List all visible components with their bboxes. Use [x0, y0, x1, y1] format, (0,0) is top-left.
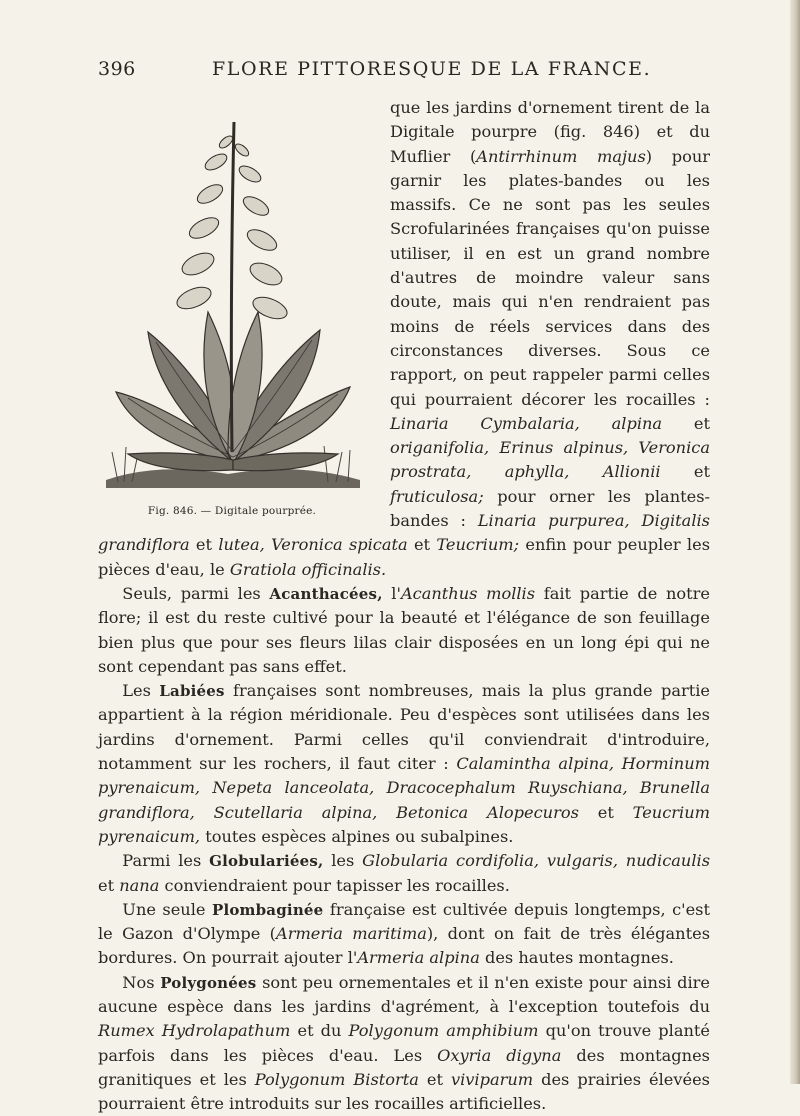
page-header — [98, 58, 708, 88]
paragraph-acanthacees: Seuls, parmi les Acanthacées, l'Acanthus mollis fait partie de notre flore; il est du reste cultivé pour la beauté et l'élégance de son feuillage bien plus que pour ses fleurs lilas clair disposées en un long épi qui ne sont cependant pas sans effet. — [98, 583, 710, 676]
running-title: FLORE PITTORESQUE DE LA FRANCE. — [212, 58, 652, 80]
paragraph-plombaginee: Une seule Plombaginée française est cultivée depuis longtemps, c'est le Gazon d'Olympe (Armeria maritima), dont on fait de très élégantes bordures. On pourrait ajouter l'Armeria alpina des hautes montagnes. — [98, 899, 710, 968]
page-edge-shadow — [790, 0, 800, 1084]
ground-shading — [106, 469, 360, 488]
figure-846 — [98, 102, 376, 520]
paragraph-globulariees: Parmi les Globulariées, les Globularia cordifolia, vulgaris, nudicaulis et nana conviendraient pour tapisser les rocailles. — [98, 851, 711, 895]
body-text — [98, 96, 710, 1116]
page-number: 396 — [98, 58, 136, 80]
paragraph-polygonees: Nos Polygonées sont peu ornementales et il n'en existe pour ainsi dire aucune espèce dans les jardins d'agrément, à l'exception toutefois du Rumex Hydrolapathum et du Polygonum amphibium qu'on trouve planté parfois dans les pièces d'eau. Les Oxyria digyna des montagnes granitiques et les Polygonum Bistorta et viviparum des prairies élevées pourraient être introduits sur les rocailles artificielles. — [98, 972, 711, 1114]
digitalis-illustration — [98, 102, 368, 494]
figure-caption: Fig. 846. — Digitale pourprée. — [147, 505, 317, 517]
paragraph-scrofularinees: que les jardins d'ornement tirent de la Digitale pourpre (fig. 846) et du Muflier (Antirrhinum majus) pour garnir les plates-bandes ou les massifs. Ce ne sont pas les seules Scrofularinées françaises qu'on puisse utiliser, il en est un grand nombre d'autres de moindre valeur sans doute, mais qui n'en rendraient pas moins de réels services dans des circonstances diverses. Sous ce rapport, on peut rappeler parmi celles qui pourraient décorer les rocailles : Linaria Cymbalaria, alpina et origanifolia, Erinus alpinus, Veronica prostrata, aphylla, Allionii et fruticulosa; pour orner les plantes-bandes : Linaria purpurea, Digitalis grandiflora et lutea, Veronica spicata et Teucrium; enfin pour peupler les pièces d'eau, le Gratiola officinalis. — [98, 98, 711, 579]
paragraph-labiees: Les Labiées françaises sont nombreuses, mais la plus grande partie appartient à la région méridionale. Peu d'espèces sont utilisées dans les jardins d'ornement. Parmi celles qu'il conviendrait d'introduire, notamment sur les rochers, il faut citer : Calamintha alpina, Horminum pyrenaicum, Nepeta lanceolata, Dracocephalum Ruyschiana, Brunella grandiflora, Scutellaria alpina, Betonica Alopecuros et Teucrium pyrenaicum, toutes espèces alpines ou subalpines. — [98, 681, 710, 846]
